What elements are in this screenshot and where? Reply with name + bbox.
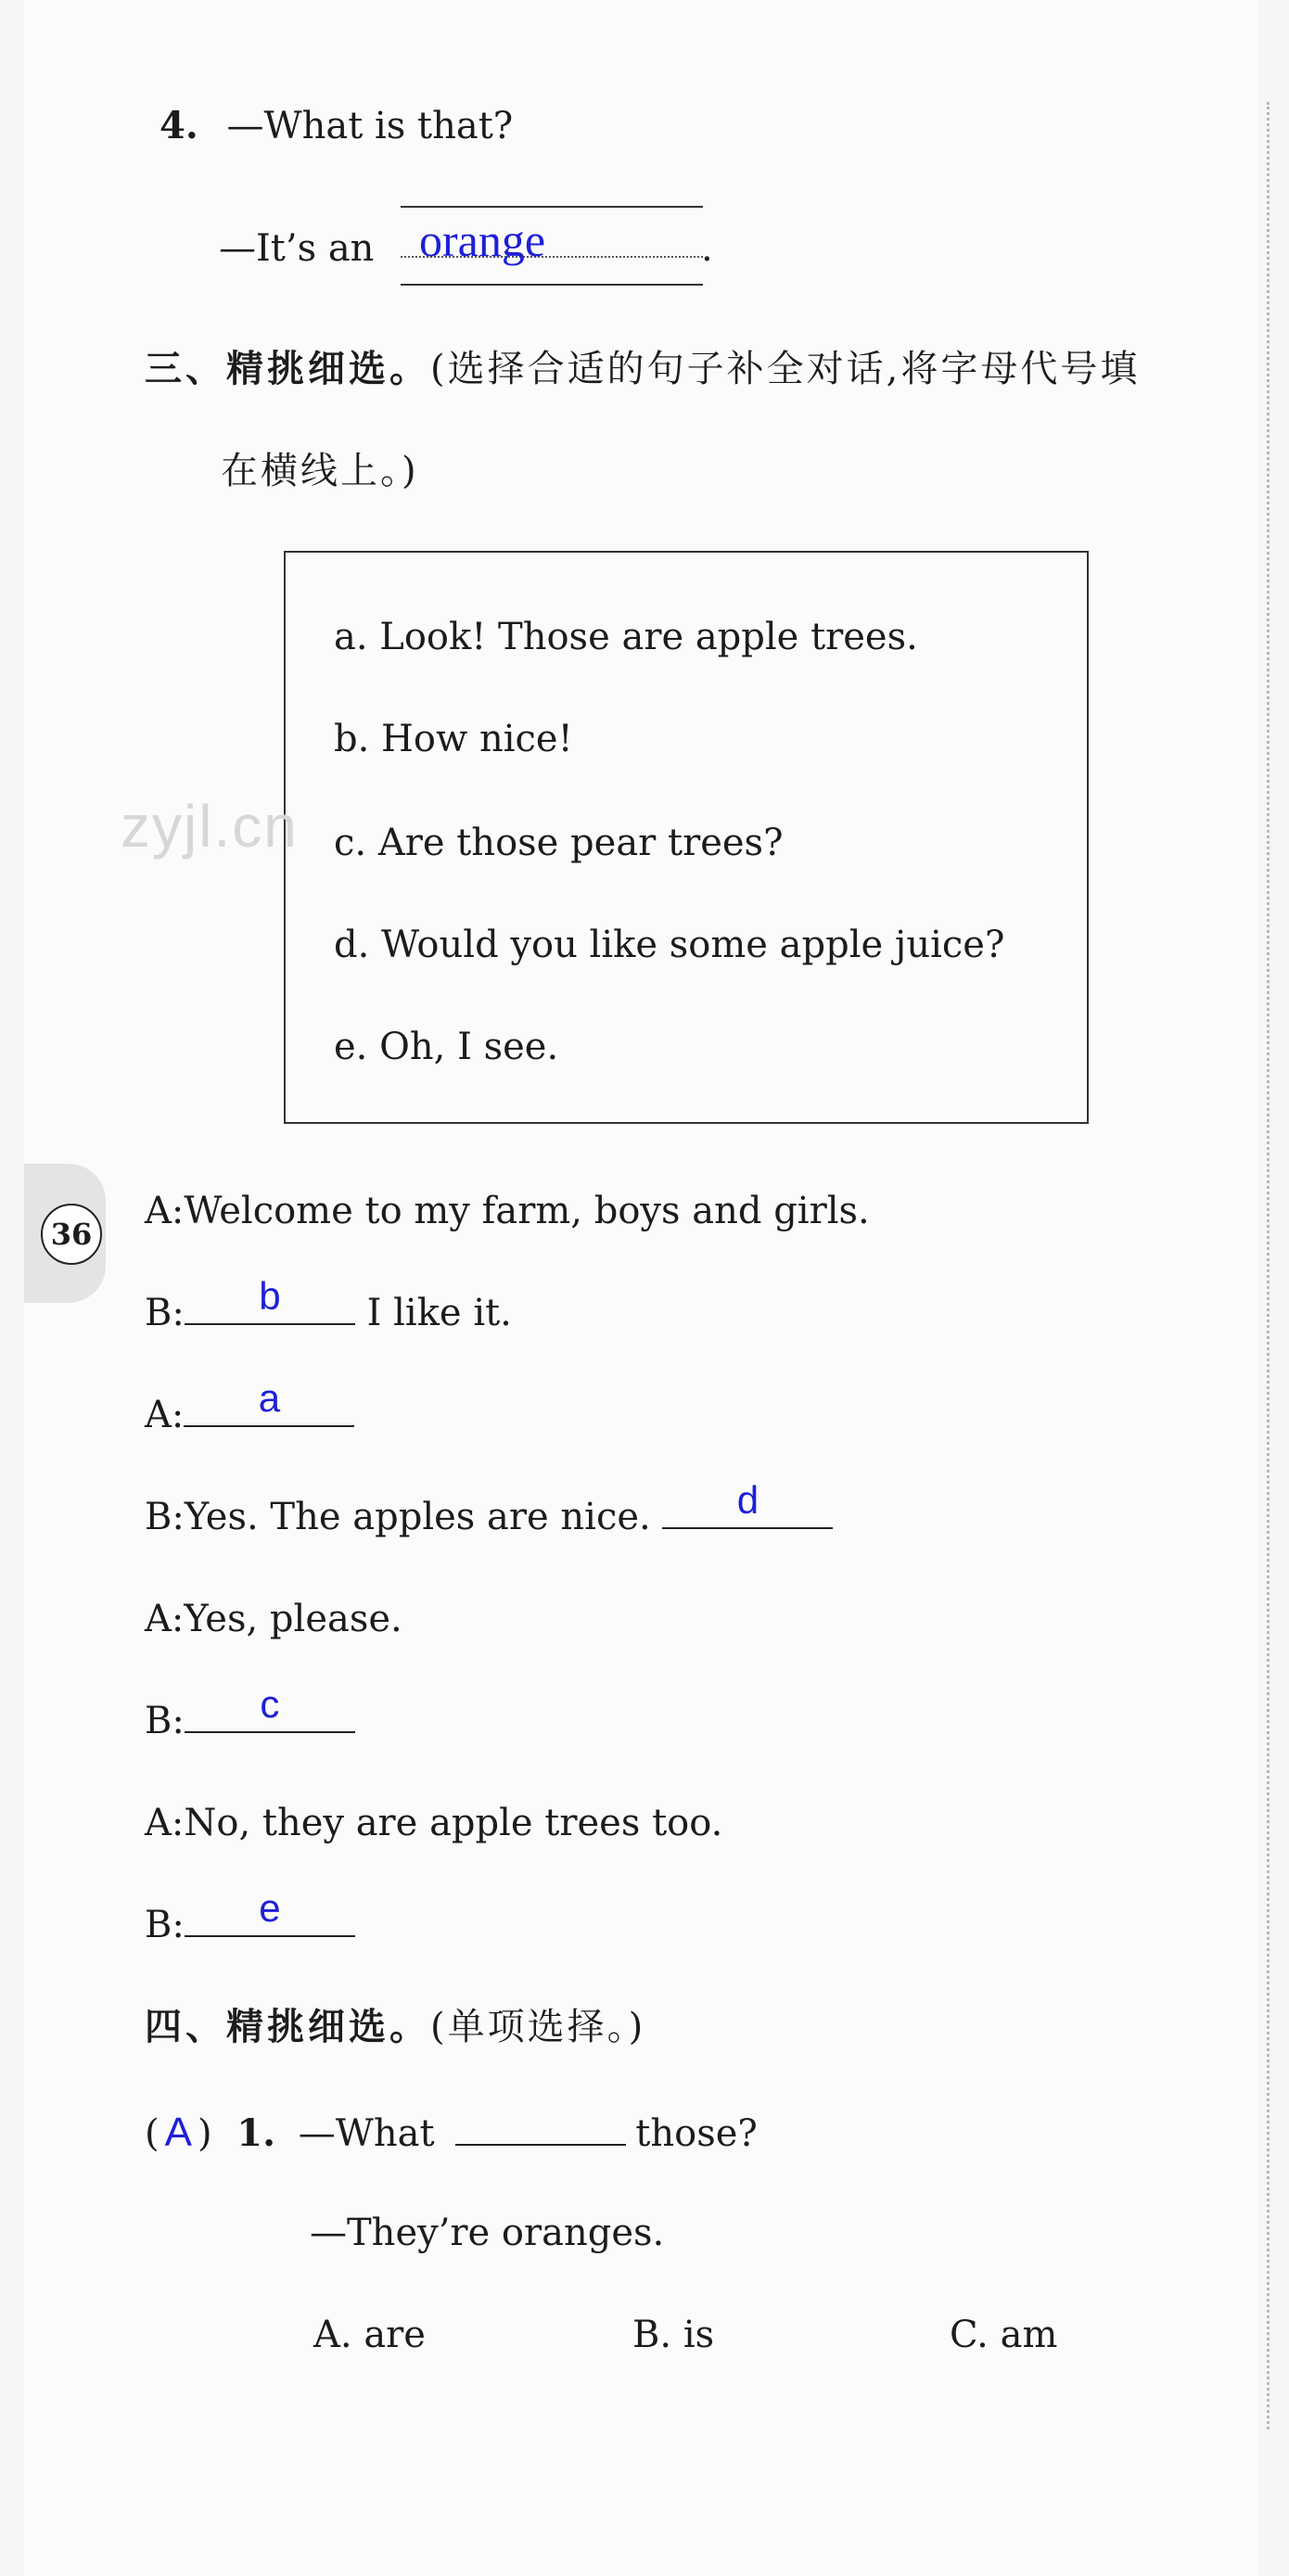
dialogue-line-1 (145, 1192, 870, 1230)
q4-number: 4. (160, 104, 198, 147)
speaker: B: (145, 1292, 185, 1334)
speaker: B: (145, 1904, 185, 1946)
s4-q1-stem-after: those? (635, 2112, 758, 2155)
s4-q1-reply: —They’re oranges. (310, 2212, 665, 2254)
answer-blank[interactable] (184, 1376, 354, 1427)
section3-instruction: (选择合适的句子补全对话,将字母代号填 (430, 348, 1141, 390)
dialogue-text: No, they are apple trees too. (184, 1802, 723, 1844)
right-margin-rule (1267, 102, 1270, 2429)
speaker: A: (145, 1394, 185, 1436)
answer-text: e (259, 1886, 281, 1930)
answer-text: d (736, 1478, 759, 1522)
q4-writing-line-bottom (401, 284, 703, 286)
answer-text: c (260, 1682, 280, 1726)
dialogue-text: Yes, please. (184, 1598, 402, 1640)
dialogue-line-4 (145, 1478, 833, 1538)
speaker: B: (145, 1496, 185, 1538)
watermark: zyjl.cn (121, 793, 299, 860)
answer-blank[interactable] (185, 1886, 355, 1937)
q4-answer-word[interactable]: orange (419, 214, 546, 266)
section4-instruction: (单项选择。) (430, 2006, 646, 2048)
option-b: b. How nice! (334, 718, 573, 760)
section3-heading (145, 348, 1141, 390)
answer-blank[interactable] (185, 1682, 355, 1733)
dialogue-text: Welcome to my farm, boys and girls. (184, 1190, 870, 1232)
option-d: d. Would you like some apple juice? (334, 924, 1005, 966)
paren-close: ) (197, 2112, 212, 2155)
dialogue-text: Yes. The apples are nice. (184, 1496, 663, 1538)
speaker: A: (145, 1598, 185, 1640)
page-number: 36 (41, 1204, 102, 1265)
speaker: A: (145, 1802, 185, 1844)
section3-title: 三、精挑细选。 (145, 348, 430, 390)
dialogue-line-8 (145, 1886, 355, 1946)
option-c: c. Are those pear trees? (334, 822, 784, 864)
answer-blank[interactable] (662, 1478, 833, 1529)
q4-answer-end: . (701, 227, 713, 270)
section4-title: 四、精挑细选。 (145, 2006, 430, 2048)
dialogue-line-7 (145, 1804, 722, 1842)
options-box (284, 551, 1089, 1124)
section3-instruction-cont: 在横线上。) (221, 450, 419, 492)
q4-writing-line-top (401, 206, 703, 208)
s4-q1-blank[interactable] (455, 2116, 626, 2146)
s4-q1-choice-b[interactable]: B. is (632, 2314, 715, 2356)
dialogue-line-2 (145, 1274, 512, 1334)
q4-question: —What is that? (226, 105, 514, 147)
dialogue-line-6 (145, 1682, 355, 1742)
dialogue-line-3 (145, 1376, 354, 1436)
speaker: B: (145, 1700, 185, 1742)
q4-question-line (160, 104, 514, 147)
speaker: A: (145, 1190, 185, 1232)
paren-open: ( (145, 2112, 160, 2155)
answer-blank[interactable] (185, 1274, 355, 1325)
option-a: a. Look! Those are apple trees. (334, 616, 918, 658)
s4-q1-choice-c[interactable]: C. am (950, 2314, 1058, 2356)
option-e: e. Oh, I see. (334, 1026, 559, 1068)
s4-q1-choice-a[interactable]: A. are (313, 2314, 426, 2356)
s4-q1-stem (145, 2112, 758, 2153)
s4-q1-number: 1. (236, 2111, 276, 2155)
s4-q1-answer[interactable]: A (164, 2110, 192, 2155)
section4-heading (145, 2006, 646, 2048)
dialogue-line-5 (145, 1600, 402, 1638)
section3-instruction-line2 (221, 450, 419, 492)
answer-text: b (259, 1274, 281, 1318)
dialogue-text: I like it. (354, 1292, 512, 1334)
q4-answer-prefix: —It’s an (219, 227, 375, 270)
answer-text: a (258, 1376, 281, 1420)
s4-q1-stem-before: —What (298, 2112, 435, 2155)
